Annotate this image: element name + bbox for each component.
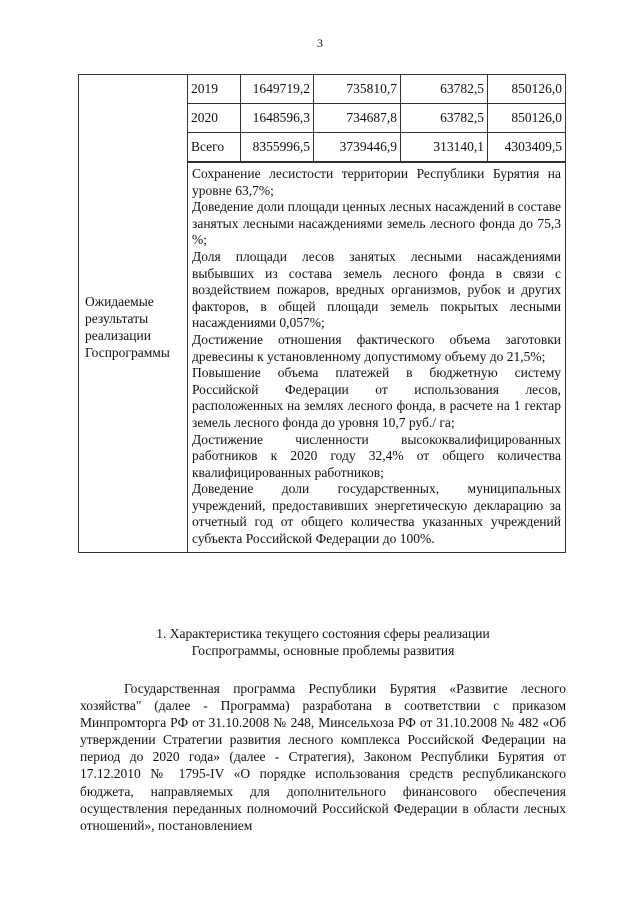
label-line: Госпрограммы <box>85 345 170 361</box>
results-cell <box>188 163 566 553</box>
section-title-line: Госпрограммы, основные проблемы развития <box>191 643 455 658</box>
value-cell: 63782,5 <box>401 75 488 104</box>
result-item: Доведение доли государственных, муниципальных учреждений, предоставивших энергетическую декларацию за отчетный год от общего количества указанных учреждений субъекта Российской Федерации до 100%. <box>192 481 561 547</box>
label-line: Ожидаемые <box>85 294 154 310</box>
financing-cell <box>188 75 566 163</box>
label-line: реализации <box>85 328 151 344</box>
result-item: Сохранение лесистости территории Республики Бурятия на уровне 63,7%; <box>192 166 561 198</box>
year-cell: Всего <box>188 133 241 162</box>
value-cell: 1648596,3 <box>241 104 314 133</box>
value-cell: 735810,7 <box>314 75 401 104</box>
result-item: Доведение доли площади ценных лесных насаждений в составе занятых лесными насаждениями земель лесного фонда до 75,3 %; <box>192 199 561 248</box>
expected-results-label-cell <box>79 75 188 553</box>
year-cell: 2019 <box>188 75 241 104</box>
year-cell: 2020 <box>188 104 241 133</box>
value-cell: 734687,8 <box>314 104 401 133</box>
value-cell: 850126,0 <box>488 104 566 133</box>
value-cell: 63782,5 <box>401 104 488 133</box>
table-row <box>188 104 565 133</box>
value-cell: 850126,0 <box>488 75 566 104</box>
label-line: результаты <box>85 311 149 327</box>
section-title-line: 1. Характеристика текущего состояния сферы реализации <box>156 626 490 641</box>
table-row <box>188 75 565 104</box>
body-paragraph: Государственная программа Республики Бурятия «Развитие лесного хозяйства" (далее - Программа) разработана в соответствии с приказом Минпромторга РФ от 31.10.2008 № 248, Минсельхоза РФ от 31.10.2008 № 482 «Об утверждении Стратегии развития лесного комплекса Российской Федерации на период до 2020 года» (далее - Стратегия), Законом Республики Бурятия от 17.12.2010 № 1795-IV «О порядке использования средств республиканского бюджета, направляемых для дополнительного финансового обеспечения осуществления переданных полномочий Российской Федерации в области лесных отношений», постановлением <box>80 681 566 833</box>
value-cell: 313140,1 <box>401 133 488 162</box>
result-item: Повышение объема платежей в бюджетную систему Российской Федерации от использования лесов, расположенных на землях лесного фонда, в расчете на 1 гектар земель лесного фонда до уровня 10,7 руб./ га; <box>192 365 561 430</box>
value-cell: 8355996,5 <box>241 133 314 162</box>
value-cell: 1649719,2 <box>241 75 314 104</box>
value-cell: 3739446,9 <box>314 133 401 162</box>
program-table <box>78 74 566 553</box>
results-list <box>188 163 565 552</box>
result-item: Достижение численности высококвалифицированных работников к 2020 году 32,4% от общего количества квалифицированных работников; <box>192 431 561 480</box>
table-row <box>188 133 565 162</box>
page-number: 3 <box>317 36 323 50</box>
expected-results-label <box>79 293 187 361</box>
value-cell: 4303409,5 <box>488 133 566 162</box>
financing-table <box>188 75 565 162</box>
section-title <box>80 625 566 659</box>
result-item: Доля площади лесов занятых лесными насаждениями выбывших из состава земель лесного фонда в связи с воздействием пожаров, вредных организмов, рубок и других факторов, в общей площади земель покрытых лесными насаждениями 0,057%; <box>192 248 561 331</box>
result-item: Достижение отношения фактического объема заготовки древесины к установленному допустимому объему до 21,5%; <box>192 331 561 364</box>
